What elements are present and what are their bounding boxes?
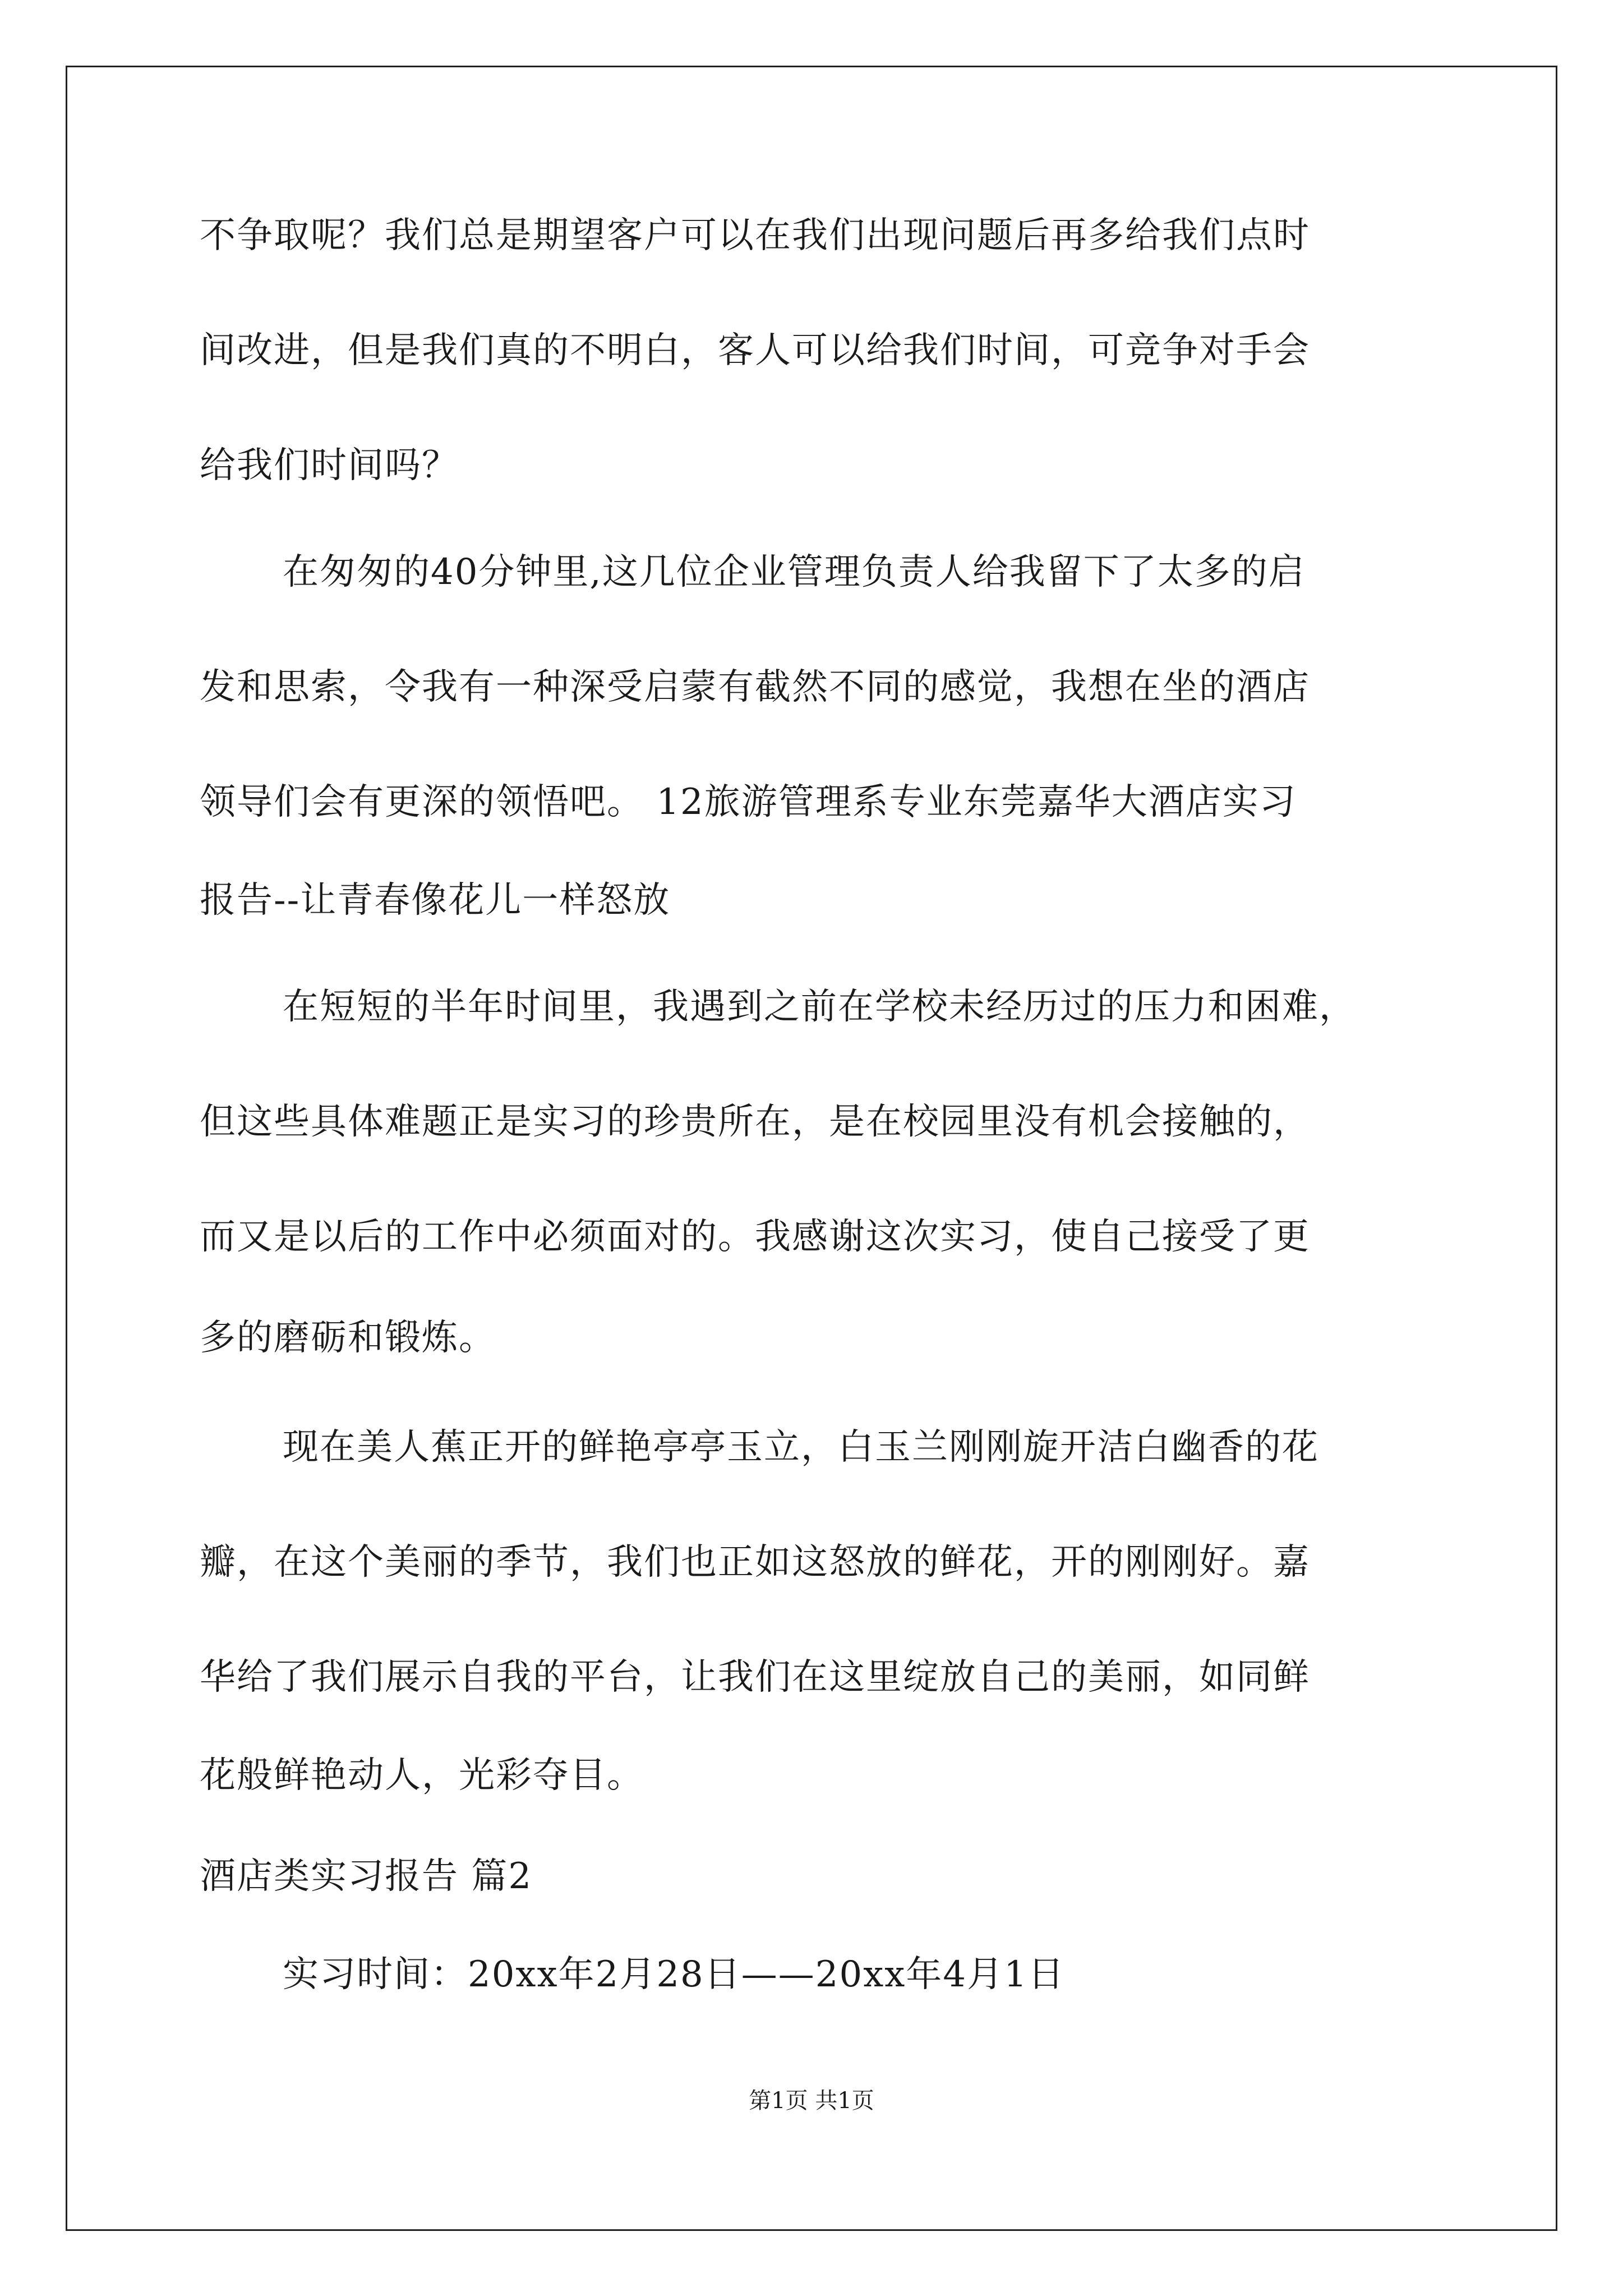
text-line: 华给了我们展示自我的平台，让我们在这里绽放自己的美丽，如同鲜 [200, 1657, 1310, 1698]
paragraph-start-line: 实习时间：20xx年2月28日——20xx年4月1日 [283, 1954, 1065, 1995]
paragraph-start-line: 现在美人蕉正开的鲜艳亭亭玉立，白玉兰刚刚旋开洁白幽香的花 [283, 1427, 1319, 1468]
text-line: 多的磨砺和锻炼。 [200, 1317, 496, 1359]
text-line: 但这些具体难题正是实习的珍贵所在，是在校园里没有机会接触的， [200, 1101, 1310, 1143]
text-line: 而又是以后的工作中必须面对的。我感谢这次实习，使自己接受了更 [200, 1216, 1310, 1258]
text-line: 花般鲜艳动人，光彩夺目。 [200, 1755, 644, 1796]
text-line: 间改进，但是我们真的不明白，客人可以给我们时间，可竞争对手会 [200, 330, 1310, 371]
text-line: 报告--让青春像花儿一样怒放 [200, 880, 671, 921]
paragraph-start-line: 在短短的半年时间里，我遇到之前在学校未经历过的压力和困难， [283, 986, 1356, 1028]
page-border [66, 66, 1557, 2231]
text-line: 领导们会有更深的领悟吧。 12旅游管理系专业东莞嘉华大酒店实习 [200, 781, 1297, 823]
page-footer: 第1页 共1页 [749, 2088, 874, 2114]
paragraph-start-line: 在匆匆的40分钟里,这几位企业管理负责人给我留下了太多的启 [283, 551, 1306, 593]
text-line: 不争取呢？我们总是期望客户可以在我们出现问题后再多给我们点时 [200, 215, 1310, 256]
section-heading: 酒店类实习报告 篇2 [200, 1856, 533, 1897]
text-line: 给我们时间吗？ [200, 445, 459, 486]
text-line: 发和思索，令我有一种深受启蒙有截然不同的感觉，我想在坐的酒店 [200, 666, 1310, 708]
text-line: 瓣，在这个美丽的季节，我们也正如这怒放的鲜花，开的刚刚好。嘉 [200, 1542, 1310, 1583]
